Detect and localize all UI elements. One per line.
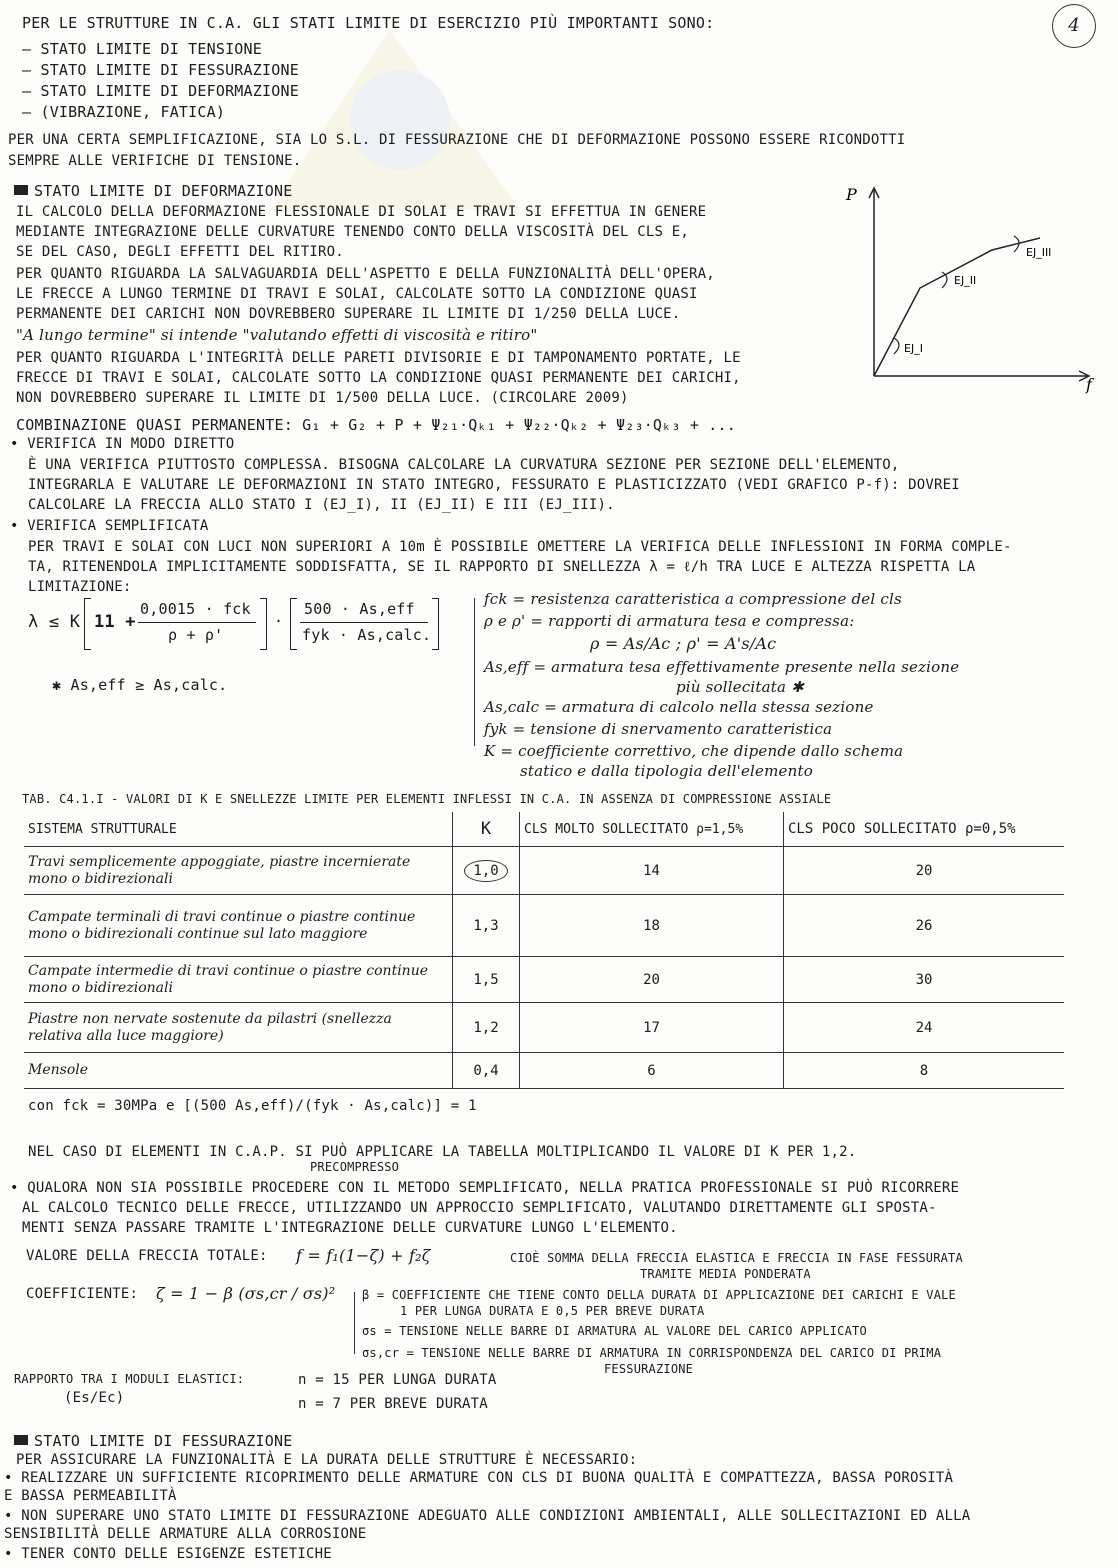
rapporto-value: n = 15 PER LUNGA DURATA — [298, 1372, 497, 1388]
angle-mark — [894, 338, 899, 354]
bracket-right-icon — [432, 598, 439, 650]
paragraph-line: NON DOVREBBERO SUPERARE IL LIMITE DI 1/500 DELLA LUCE. (CIRCOLARE 2009) — [16, 390, 629, 406]
legend-line: As,eff = armatura tesa effettivamente presente nella sezione — [484, 658, 960, 676]
freccia-label: VALORE DELLA FRECCIA TOTALE: — [26, 1248, 268, 1264]
table-row — [24, 847, 1064, 895]
intro-item: – (VIBRAZIONE, FATICA) — [22, 103, 226, 121]
table-cell-k: 1,3 — [453, 895, 520, 957]
heading-text: STATO LIMITE DI FESSURAZIONE — [34, 1432, 293, 1450]
x-axis-label: f — [1086, 375, 1092, 394]
table-header: K — [453, 812, 520, 847]
table-cell-system: Campate intermedie di travi continue o piastre continue mono o bidirezionali — [24, 957, 453, 1003]
paragraph-line: MEDIANTE INTEGRAZIONE DELLE CURVATURE TENENDO CONTO DELLA VISCOSITÀ DEL CLS E, — [16, 224, 690, 240]
paragraph-line: PER QUANTO RIGUARDA L'INTEGRITÀ DELLE PARETI DIVISORIE E DI TAMPONAMENTO PORTATE, LE — [16, 350, 741, 366]
snellezza-formula — [28, 598, 458, 650]
paragraph-line: SENSIBILITÀ DELLE ARMATURE ALLA CORROSIONE — [4, 1526, 367, 1542]
bracket-right-icon — [260, 598, 267, 650]
table-header: SISTEMA STRUTTURALE — [24, 812, 453, 847]
table-row — [24, 895, 1064, 957]
rapporto-label: RAPPORTO TRA I MODULI ELASTICI: — [14, 1372, 245, 1386]
table-cell-value: 6 — [520, 1053, 784, 1089]
legend-line: più sollecitata ✱ — [676, 678, 804, 696]
coeff-legend: σs,cr = TENSIONE NELLE BARRE DI ARMATURA IN CORRISPONDENZA DEL CARICO DI PRIMA — [362, 1346, 942, 1360]
coeff-bracket — [354, 1292, 355, 1354]
freccia-formula: f = f₁(1−ζ) + f₂ζ — [296, 1246, 431, 1265]
table-cell-value: 20 — [784, 847, 1065, 895]
legend-line: As,calc = armatura di calcolo nella stessa sezione — [484, 698, 874, 716]
combination-formula: COMBINAZIONE QUASI PERMANENTE: G₁ + G₂ + P + Ψ₂₁·Qₖ₁ + Ψ₂₂·Qₖ₂ + Ψ₂₃·Qₖ₃ + ... — [16, 416, 736, 434]
formula-numerator: 0,0015 · fck — [140, 600, 251, 618]
bullet-square-icon — [14, 185, 28, 195]
rapporto-sub: (Es/Ec) — [64, 1390, 125, 1406]
legend-bracket — [474, 598, 475, 746]
intro-item: – STATO LIMITE DI TENSIONE — [22, 40, 262, 58]
paragraph-line: • NON SUPERARE UNO STATO LIMITE DI FESSURAZIONE ADEGUATO ALLE CONDIZIONI AMBIENTALI, ALLE SOLLECITAZIONI ED ALLA — [4, 1508, 971, 1524]
paragraph-line: AL CALCOLO TECNICO DELLE FRECCE, UTILIZZANDO UN APPROCCIO SEMPLIFICATO, VALUTANDO DIRETTAMENTE GLI SPOSTA- — [22, 1200, 937, 1216]
paragraph-line: IL CALCOLO DELLA DEFORMAZIONE FLESSIONALE DI SOLAI E TRAVI SI EFFETTUA IN GENERE — [16, 204, 707, 220]
table-row — [24, 1003, 1064, 1053]
formula-denominator: fyk · As,calc. — [302, 626, 432, 644]
intro-simplification: SEMPRE ALLE VERIFICHE DI TENSIONE. — [8, 153, 302, 169]
coeff-label: COEFFICIENTE: — [26, 1286, 139, 1302]
paragraph-line: FRECCE DI TRAVI E SOLAI, CALCOLATE SOTTO LA CONDIZIONE QUASI PERMANENTE DEI CARICHI, — [16, 370, 741, 386]
table-cell-k — [453, 847, 520, 895]
paragraph-line: PER QUANTO RIGUARDA LA SALVAGUARDIA DELL'ASPETTO E DELLA FUNZIONALITÀ DELL'OPERA, — [16, 266, 715, 282]
table-cell-value: 20 — [520, 957, 784, 1003]
coeff-legend: FESSURAZIONE — [604, 1362, 694, 1376]
handwritten-note: "A lungo termine" si intende "valutando effetti di viscosità e ritiro" — [16, 326, 538, 344]
table-cell-value: 14 — [520, 847, 784, 895]
k-values-table — [24, 812, 1064, 1089]
formula-lhs: λ ≤ K — [28, 612, 81, 632]
segment-label: EJ_I — [904, 342, 923, 355]
paragraph-line: E BASSA PERMEABILITÀ — [4, 1488, 177, 1504]
rapporto-value: n = 7 PER BREVE DURATA — [298, 1396, 488, 1412]
paragraph-line: LE FRECCE A LUNGO TERMINE DI TRAVI E SOLAI, CALCOLATE SOTTO LA CONDIZIONE QUASI — [16, 286, 698, 302]
paragraph-line: PERMANENTE DEI CARICHI NON DOVREBBERO SUPERARE IL LIMITE DI 1/250 DELLA LUCE. — [16, 306, 681, 322]
formula-numerator: 500 · As,eff — [304, 600, 415, 618]
table-cell-value: 26 — [784, 895, 1065, 957]
paragraph-line: INTEGRARLA E VALUTARE LE DEFORMAZIONI IN STATO INTEGRO, FESSURATO E PLASTICIZZATO (VEDI GRAFICO P-f): DOVREI — [28, 477, 960, 493]
table-cell-system: Campate terminali di travi continue o piastre continue mono o bidirezionali continue sul lato maggiore — [24, 895, 453, 957]
table-footnote: con fck = 30MPa e [(500 As,eff)/(fyk · As,calc)] = 1 — [28, 1098, 477, 1114]
y-axis-label: P — [846, 185, 857, 204]
coeff-legend: β = COEFFICIENTE CHE TIENE CONTO DELLA DURATA DI APPLICAZIONE DEI CARICHI E VALE — [362, 1288, 956, 1302]
paragraph-line: PER TRAVI E SOLAI CON LUCI NON SUPERIORI A 10m È POSSIBILE OMETTERE LA VERIFICA DELLE INFLESSIONI IN FORMA COMPLE- — [28, 539, 1012, 555]
bullet-square-icon — [14, 1435, 28, 1445]
cap-line: NEL CASO DI ELEMENTI IN C.A.P. SI PUÒ APPLICARE LA TABELLA MOLTIPLICANDO IL VALORE DI K PER 1,2. — [28, 1144, 857, 1160]
paragraph-line: È UNA VERIFICA PIUTTOSTO COMPLESSA. BISOGNA CALCOLARE LA CURVATURA SEZIONE PER SEZIONE DELL'ELEMENTO, — [28, 457, 900, 473]
fraction-bar — [138, 622, 256, 623]
paragraph-line: CALCOLARE LA FRECCIA ALLO STATO I (EJ_I), II (EJ_II) E III (EJ_III). — [28, 497, 615, 513]
freccia-desc: TRAMITE MEDIA PONDERATA — [640, 1267, 811, 1281]
intro-item: – STATO LIMITE DI DEFORMAZIONE — [22, 82, 299, 100]
legend-line: ρ e ρ' = rapporti di armatura tesa e compressa: — [484, 612, 855, 630]
freccia-desc: CIOÈ SOMMA DELLA FRECCIA ELASTICA E FRECCIA IN FASE FESSURATA — [510, 1251, 963, 1265]
intro-item: – STATO LIMITE DI FESSURAZIONE — [22, 61, 299, 79]
table-cell-value: 17 — [520, 1003, 784, 1053]
p-f-graph — [842, 176, 1102, 396]
table-cell-value: 18 — [520, 895, 784, 957]
table-row — [24, 1053, 1064, 1089]
verifica-semplificata-title: • VERIFICA SEMPLIFICATA — [10, 518, 209, 534]
table-cell-value: 8 — [784, 1053, 1065, 1089]
table-cell-value: 30 — [784, 957, 1065, 1003]
paragraph-line: • QUALORA NON SIA POSSIBILE PROCEDERE CON IL METODO SEMPLIFICATO, NELLA PRATICA PROFESSIONALE SI PUÒ RICORRERE — [10, 1180, 960, 1196]
paragraph-line: PER ASSICURARE LA FUNZIONALITÀ E LA DURATA DELLE STRUTTURE È NECESSARIO: — [16, 1452, 638, 1468]
table-caption: TAB. C4.1.I - VALORI DI K E SNELLEZZE LIMITE PER ELEMENTI INFLESSI IN C.A. IN ASSENZA DI COMPRESSIONE ASSIALE — [22, 792, 832, 806]
p-f-curve — [874, 238, 1040, 376]
section-heading-fessurazione — [14, 1432, 292, 1450]
table-cell-system: Piastre non nervate sostenute da pilastri (snellezza relativa alla luce maggiore) — [24, 1003, 453, 1053]
legend-line: statico e dalla tipologia dell'elemento — [520, 762, 813, 780]
k-value-circled: 1,0 — [464, 860, 507, 882]
as-eff-note: ✱ As,eff ≥ As,calc. — [52, 676, 228, 694]
table-cell-value: 24 — [784, 1003, 1065, 1053]
intro-line: PER LE STRUTTURE IN C.A. GLI STATI LIMITE DI ESERCIZIO PIÙ IMPORTANTI SONO: — [22, 14, 715, 32]
table-cell-k: 1,2 — [453, 1003, 520, 1053]
intro-simplification: PER UNA CERTA SEMPLIFICAZIONE, SIA LO S.L. DI FESSURAZIONE CHE DI DEFORMAZIONE POSSONO ESSERE RICONDOTTI — [8, 132, 906, 148]
table-cell-k: 1,5 — [453, 957, 520, 1003]
page-number: 4 — [1052, 4, 1096, 48]
segment-label: EJ_II — [954, 274, 977, 287]
legend-line: ρ = As/Ac ; ρ' = A's/Ac — [590, 634, 777, 653]
fraction-bar — [300, 622, 428, 623]
paragraph-line: SE DEL CASO, DEGLI EFFETTI DEL RITIRO. — [16, 244, 344, 260]
legend-line: K = coefficiente correttivo, che dipende dallo schema — [484, 742, 904, 760]
cap-subscript: PRECOMPRESSO — [310, 1160, 400, 1174]
paragraph-line: • REALIZZARE UN SUFFICIENTE RICOPRIMENTO DELLE ARMATURE CON CLS DI BUONA QUALITÀ E COMPATTEZZA, BASSA POROSITÀ — [4, 1470, 954, 1486]
paragraph-line: MENTI SENZA PASSARE TRAMITE L'INTEGRAZIONE DELLE CURVATURE LUNGO L'ELEMENTO. — [22, 1220, 678, 1236]
table-cell-k: 0,4 — [453, 1053, 520, 1089]
segment-label: EJ_III — [1026, 246, 1052, 259]
legend-line: fyk = tensione di snervamento caratteristica — [484, 720, 833, 738]
formula-dot: · — [274, 612, 284, 630]
verifica-diretta-title: • VERIFICA IN MODO DIRETTO — [10, 436, 235, 452]
coeff-formula: ζ = 1 − β (σs,cr / σs)² — [156, 1284, 336, 1303]
section-heading-deformazione — [14, 182, 292, 200]
table-cell-system: Travi semplicemente appoggiate, piastre incernierate mono o bidirezionali — [24, 847, 453, 895]
bracket-left-icon — [290, 598, 297, 650]
table-header-row — [24, 812, 1064, 847]
table-header: CLS POCO SOLLECITATO ρ=0,5% — [784, 812, 1065, 847]
table-cell-system: Mensole — [24, 1053, 453, 1089]
paragraph-line: LIMITAZIONE: — [28, 579, 132, 595]
paragraph-line: • TENER CONTO DELLE ESIGENZE ESTETICHE — [4, 1546, 332, 1562]
paragraph-line: TA, RITENENDOLA IMPLICITAMENTE SODDISFATTA, SE IL RAPPORTO DI SNELLEZZA λ = ℓ/h TRA LUCE E ALTEZZA RISPETTA LA — [28, 559, 976, 575]
formula-term: 11 + — [94, 612, 136, 632]
bracket-left-icon — [84, 598, 91, 650]
heading-text: STATO LIMITE DI DEFORMAZIONE — [34, 182, 293, 200]
coeff-legend: σs = TENSIONE NELLE BARRE DI ARMATURA AL VALORE DEL CARICO APPLICATO — [362, 1324, 867, 1338]
formula-denominator: ρ + ρ' — [168, 626, 224, 644]
table-header: CLS MOLTO SOLLECITATO ρ=1,5% — [520, 812, 784, 847]
coeff-legend: 1 PER LUNGA DURATA E 0,5 PER BREVE DURATA — [400, 1304, 705, 1318]
table-row — [24, 957, 1064, 1003]
legend-line: fck = resistenza caratteristica a compressione del cls — [484, 590, 902, 608]
